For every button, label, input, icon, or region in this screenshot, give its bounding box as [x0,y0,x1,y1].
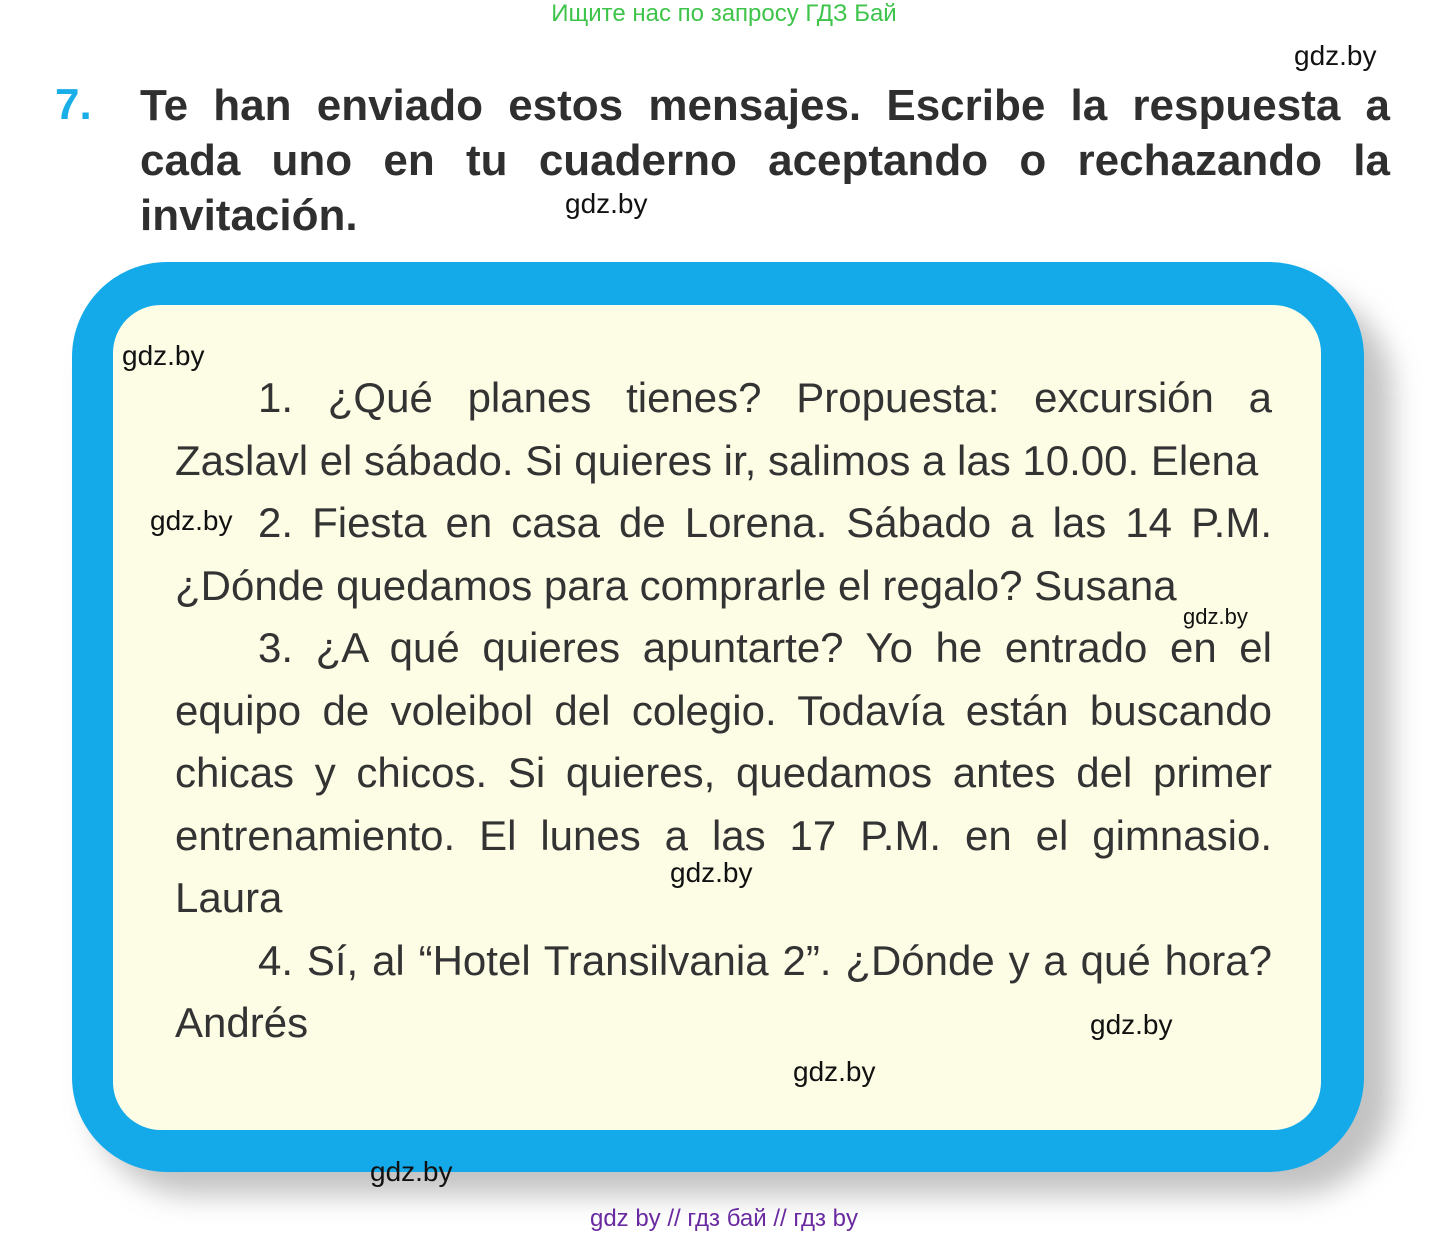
watermark: gdz.by [370,1156,453,1187]
task-instruction: Te han enviado estos mensajes. Escribe la respuesta a cada uno en tu cuaderno aceptando o rechazando la invitación. [140,81,1390,240]
watermark: gdz.by [565,188,648,219]
message-item: 2. Fiesta en casa de Lorena. Sábado a las 14 P.M. ¿Dónde quedamos para comprarle el regalo? Susana [175,499,1272,609]
watermark: gdz.by [122,340,205,371]
watermark: gdz.by [793,1056,876,1087]
message-item: 3. ¿A qué quieres apuntarte? Yo he entrado en el equipo de voleibol del colegio. Todavía están buscando chicas y chicos. Si quieres, quedamos antes del primer entrenamiento. El lunes a las 17 P.M. en el gimnasio. Laura [175,624,1272,921]
watermark: gdz.by [1183,604,1248,629]
footer-links: gdz by // гдз бай // гдз by [589,1205,859,1232]
watermark: gdz.by [150,505,233,536]
search-hint-banner: Ищите нас по запросу ГДЗ Бай [551,0,897,27]
message-item: 4. Sí, al “Hotel Transilvania 2”. ¿Dónde y a qué hora? Andrés [175,936,1272,1046]
watermark: gdz.by [1090,1009,1173,1040]
watermark: gdz.by [1294,40,1377,71]
messages-list [175,367,1272,1055]
task-number: 7. [55,80,92,129]
message-item: 1. ¿Qué planes tienes? Propuesta: excursión a Zaslavl el sábado. Si quieres ir, salimos a las 10.00. Elena [175,374,1272,484]
watermark: gdz.by [670,857,753,888]
